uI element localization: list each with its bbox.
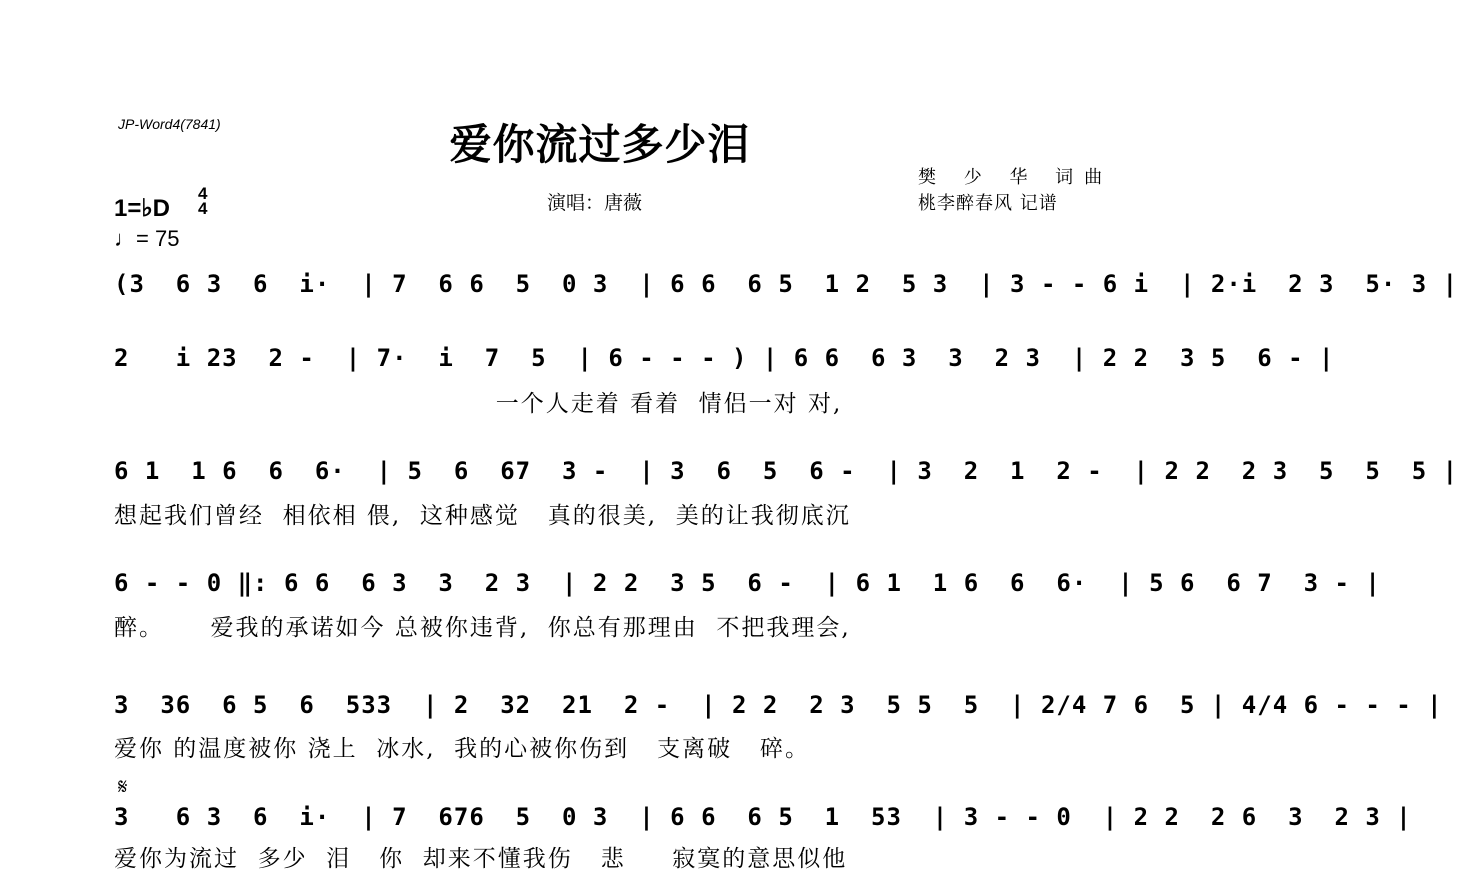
notation-line: 3 6 3 6 i· | 7 676 5 0 3 | 6 6 6 5 1 53 | 3 - - 0 | 2 2 2 6 3 2 3 | <box>114 803 1412 831</box>
notation-line: (3 6 3 6 i· | 7 6 6 5 0 3 | 6 6 6 5 1 2 5 3 | 3 - - 6 i | 2·i 2 3 5· 3 | <box>114 270 1458 298</box>
lyrics-line: 想起我们曾经 相依相 偎, 这种感觉 真的很美, 美的让我彻底沉 <box>114 503 851 529</box>
lyrics-line: 爱你 的温度被你 浇上 冰水, 我的心被你伤到 支离破 碎。 <box>114 736 811 762</box>
song-title: 爱你流过多少泪 <box>449 120 751 169</box>
singer-credit: 演唱：唐薇 <box>547 192 643 214</box>
notation-line: 2 i 23 2 - | 7· i 7 5 | 6 - - - ) | 6 6 6 3 3 2 3 | 2 2 3 5 6 - | <box>114 344 1335 372</box>
notation-line: 3 36 6 5 6 533 | 2 32 21 2 - | 2 2 2 3 5 5 5 | 2/4 7 6 5 | 4/4 6 - - - | <box>114 691 1443 719</box>
key-signature: 1=♭D <box>114 195 171 222</box>
software-watermark: JP-Word4(7841) <box>118 116 221 132</box>
notation-line: 6 1 1 6 6 6· | 5 6 67 3 - | 3 6 5 6 - | 3 2 1 2 - | 2 2 2 3 5 5 5 | <box>114 457 1458 485</box>
lyrics-line: 一个人走着 看着 情侣一对 对, <box>114 391 843 417</box>
lyricist-composer-credit: 樊 少 华 词曲 <box>918 167 1114 188</box>
notation-line: 6 - - 0 ‖: 6 6 6 3 3 2 3 | 2 2 3 5 6 - | 6 1 1 6 6 6· | 5 6 6 7 3 - | <box>114 569 1381 597</box>
lyrics-line: 醉。 爱我的承诺如今 总被你违背, 你总有那理由 不把我理会, <box>114 615 851 641</box>
lyrics-line: 爱你为流过 多少 泪 你 却来不懂我伤 悲 寂寞的意思似他 <box>114 846 848 872</box>
time-signature-top: 4 <box>198 184 208 203</box>
segno-sign: 𝄋 <box>118 775 128 800</box>
time-signature-bottom: 4 <box>198 199 208 218</box>
time-signature <box>198 186 207 216</box>
transcriber-credit: 桃李醉春风 记谱 <box>918 193 1058 214</box>
tempo-marking: ♩= 75 <box>114 226 180 251</box>
